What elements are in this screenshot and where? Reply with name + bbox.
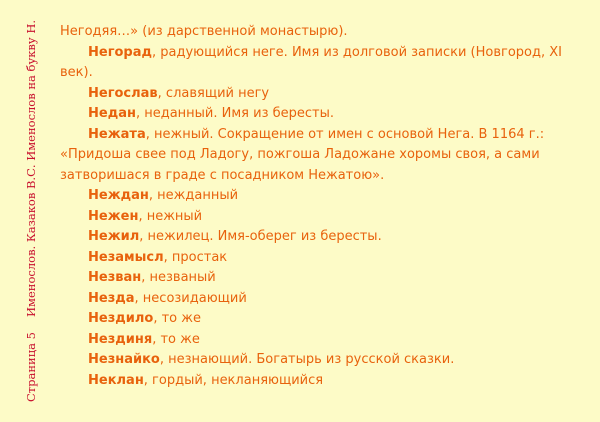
entry-nezhil xyxy=(60,227,578,248)
entry-desc: , несозидающий xyxy=(134,290,247,306)
entry-name: Недан xyxy=(88,106,136,121)
entry-name: Неждан xyxy=(88,188,149,203)
entry-nedan xyxy=(60,104,578,125)
entry-nezamysl xyxy=(60,248,578,269)
entry-negorad xyxy=(60,43,578,84)
entry-desc: , незваный xyxy=(141,270,216,285)
entry-name: Неклан xyxy=(88,372,144,388)
entry-name: Незда xyxy=(88,290,135,306)
entry-name: Нежил xyxy=(88,229,140,244)
entry-name: Незамысл xyxy=(88,249,164,265)
opening-line: Негодяя…» (из дарственной монастырю). xyxy=(60,24,348,39)
entry-desc: , нежный. Сокращение от имен с основой Нега. В 1164 г.: «Придоша свее под Ладогу, пожгоша Ладожане хоромы своя, а сами затворишася в граде с посадником Нежатою». xyxy=(60,126,545,183)
entry-neklan xyxy=(60,371,578,392)
entry-desc: , славящий негу xyxy=(157,85,270,101)
entry-negoslav xyxy=(60,84,578,105)
main-text xyxy=(60,22,578,391)
entry-name: Негорад xyxy=(88,44,152,60)
entry-name: Негослав xyxy=(88,85,158,101)
entry-desc: , гордый, некланяющийся xyxy=(143,372,324,388)
entry-desc: , нежный xyxy=(138,208,203,224)
page-number-label: Страница 5 xyxy=(24,332,38,402)
entry-name: Нежата xyxy=(88,126,146,142)
entry-desc: , нежданный xyxy=(148,188,239,203)
entry-name: Нездиня xyxy=(88,331,153,347)
entry-desc: , простак xyxy=(163,249,228,265)
entry-nezdilo xyxy=(60,309,578,330)
entry-desc: , то же xyxy=(153,311,201,326)
vertical-sidebar xyxy=(20,20,42,402)
entry-nezhata xyxy=(60,125,578,187)
entry-desc: , неданный. Имя из бересты. xyxy=(135,106,335,121)
entry-nezdinya xyxy=(60,330,578,351)
entry-neznayko xyxy=(60,350,578,371)
entry-desc: , радующийся неге. Имя из долговой записки (Новгород, XI век). xyxy=(60,44,563,80)
entry-nezda xyxy=(60,289,578,310)
entry-name: Незнайко xyxy=(88,352,160,367)
entry-name: Нежен xyxy=(88,208,139,224)
book-title-label: Именослов. Казаков В.С. Именослов на букву Н. xyxy=(24,20,38,317)
entry-nezhen xyxy=(60,207,578,228)
entry-nezvan xyxy=(60,268,578,289)
entry-desc: , нежилец. Имя-оберег из бересты. xyxy=(139,229,382,244)
entry-nezhdan xyxy=(60,186,578,207)
entry-desc: , то же xyxy=(152,331,200,347)
entry-name: Незван xyxy=(88,270,142,285)
entry-name: Нездило xyxy=(88,311,154,326)
entry-desc: , незнающий. Богатырь из русской сказки. xyxy=(159,352,455,367)
